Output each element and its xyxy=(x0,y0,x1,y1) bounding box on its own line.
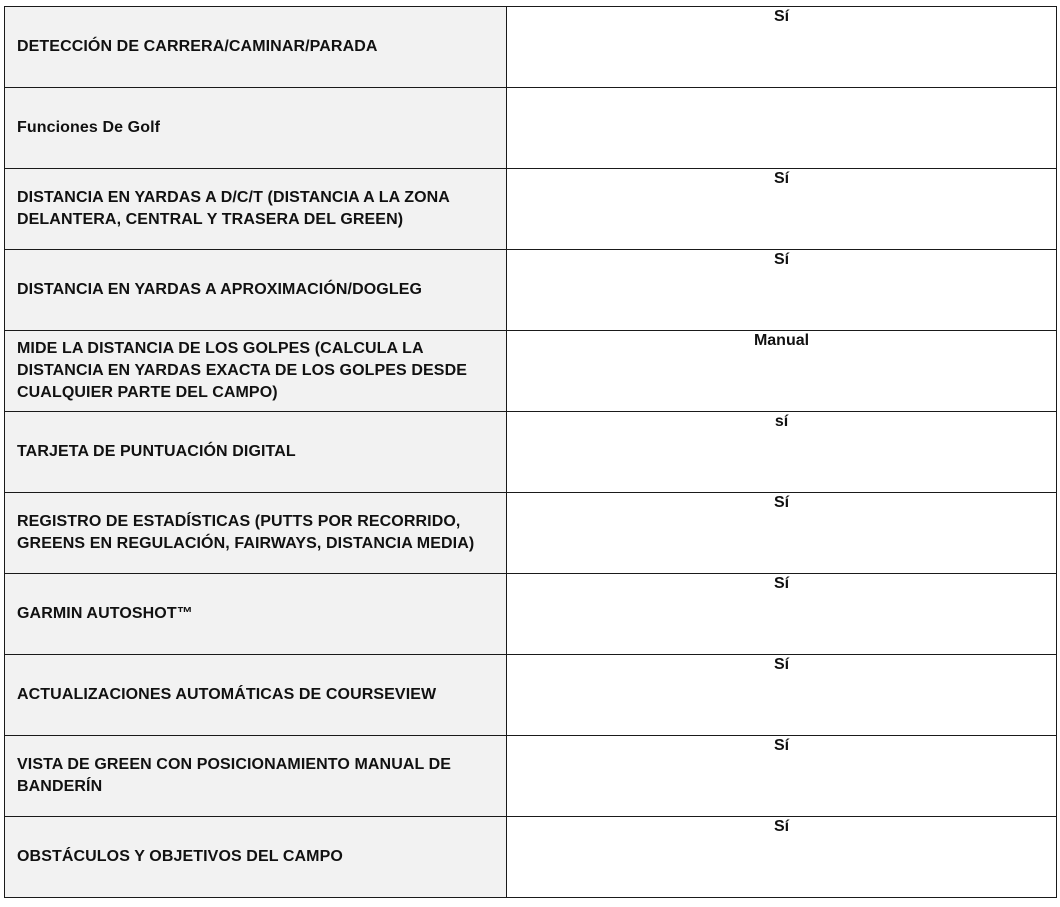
feature-label-cell xyxy=(5,493,507,574)
feature-label: DETECCIÓN DE CARRERA/CAMINAR/PARADA xyxy=(17,38,378,55)
feature-value-cell xyxy=(507,412,1057,493)
table-row xyxy=(5,88,1057,169)
table-row xyxy=(5,736,1057,817)
feature-value-cell xyxy=(507,250,1057,331)
feature-label: ACTUALIZACIONES AUTOMÁTICAS DE COURSEVIEW xyxy=(17,686,437,703)
table-row xyxy=(5,655,1057,736)
feature-value-cell xyxy=(507,736,1057,817)
table-row xyxy=(5,412,1057,493)
table-row xyxy=(5,331,1057,412)
feature-label-cell xyxy=(5,7,507,88)
feature-value: Sí xyxy=(773,8,790,25)
feature-label: OBSTÁCULOS Y OBJETIVOS DEL CAMPO xyxy=(17,848,343,865)
feature-label-cell xyxy=(5,412,507,493)
feature-label-cell xyxy=(5,736,507,817)
table-row xyxy=(5,7,1057,88)
feature-value: Sí xyxy=(773,575,790,592)
feature-value: Sí xyxy=(773,251,790,268)
feature-value: Manual xyxy=(753,332,810,349)
feature-label: DISTANCIA EN YARDAS A APROXIMACIÓN/DOGLEG xyxy=(17,281,423,298)
feature-value: Sí xyxy=(773,656,790,673)
feature-value-cell xyxy=(507,817,1057,898)
feature-label: VISTA DE GREEN CON POSICIONAMIENTO MANUAL DE BANDERÍN xyxy=(17,756,452,795)
feature-label-cell xyxy=(5,655,507,736)
feature-value: sí xyxy=(774,413,789,430)
feature-label-cell xyxy=(5,817,507,898)
feature-value-cell xyxy=(507,331,1057,412)
table-row xyxy=(5,817,1057,898)
feature-label: REGISTRO DE ESTADÍSTICAS (PUTTS POR RECORRIDO, GREENS EN REGULACIÓN, FAIRWAYS, DISTANCIA MEDIA) xyxy=(17,513,475,552)
feature-label: TARJETA DE PUNTUACIÓN DIGITAL xyxy=(17,443,296,460)
feature-value-cell xyxy=(507,169,1057,250)
feature-label: GARMIN AUTOSHOT™ xyxy=(17,605,193,622)
feature-label-cell xyxy=(5,331,507,412)
feature-label-cell xyxy=(5,574,507,655)
feature-value: Sí xyxy=(773,737,790,754)
feature-value: Sí xyxy=(773,818,790,835)
section-label: Funciones De Golf xyxy=(17,119,161,136)
feature-value-cell xyxy=(507,574,1057,655)
feature-value: Sí xyxy=(773,170,790,187)
section-label-cell xyxy=(5,88,507,169)
feature-label: DISTANCIA EN YARDAS A D/C/T (DISTANCIA A LA ZONA DELANTERA, CENTRAL Y TRASERA DEL GREEN) xyxy=(17,189,450,228)
table-row xyxy=(5,250,1057,331)
feature-value-cell xyxy=(507,88,1057,169)
table-row xyxy=(5,169,1057,250)
feature-label-cell xyxy=(5,169,507,250)
feature-value-cell xyxy=(507,7,1057,88)
table-row xyxy=(5,493,1057,574)
feature-value: Sí xyxy=(773,494,790,511)
feature-label: MIDE LA DISTANCIA DE LOS GOLPES (CALCULA LA DISTANCIA EN YARDAS EXACTA DE LOS GOLPES DESDE CUALQUIER PARTE DEL CAMPO) xyxy=(17,340,467,401)
table-row xyxy=(5,574,1057,655)
feature-spec-table xyxy=(4,6,1057,898)
feature-value-cell xyxy=(507,655,1057,736)
feature-value-cell xyxy=(507,493,1057,574)
feature-label-cell xyxy=(5,250,507,331)
